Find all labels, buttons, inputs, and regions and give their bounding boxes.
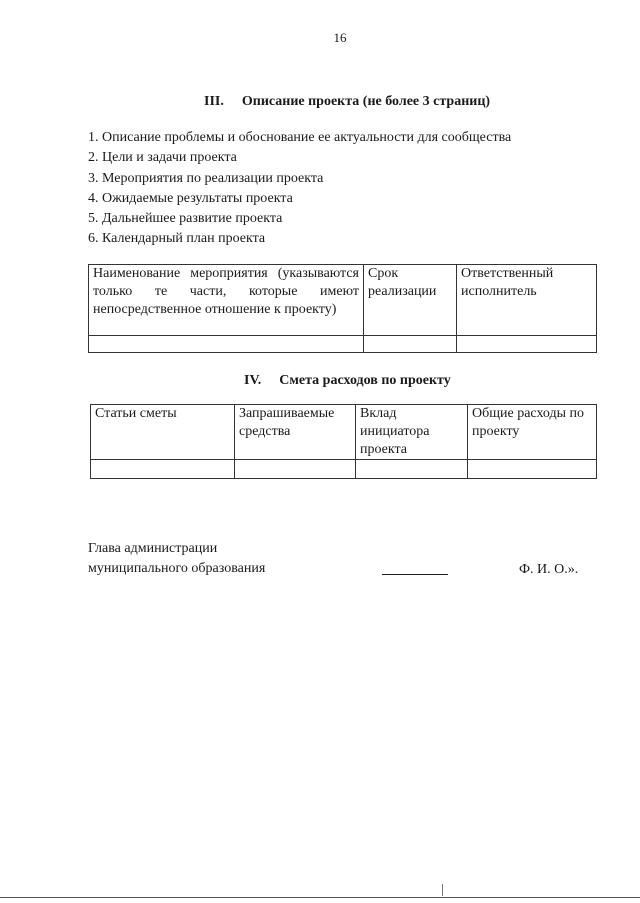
responsible-header: Ответственный исполнитель — [457, 265, 597, 336]
list-item: 4. Ожидаемые результаты проекта — [88, 190, 293, 206]
table-row — [91, 460, 597, 479]
empty-cell — [468, 460, 597, 479]
list-item: 2. Цели и задачи проекта — [88, 150, 237, 166]
initiator-contribution-header: Вклад инициатора проекта — [356, 405, 468, 460]
list-item: 5. Дальнейшее развитие проекта — [88, 211, 283, 227]
empty-cell — [235, 460, 356, 479]
section-3-title: Описание проекта (не более 3 страниц) — [241, 94, 491, 109]
total-expenses-header: Общие расходы по проекту — [468, 405, 597, 460]
section-3-number: III. — [204, 94, 224, 109]
budget-items-header: Статьи сметы — [91, 405, 235, 460]
budget-table — [90, 404, 597, 479]
table-row — [89, 336, 597, 353]
section-4-number: IV. — [244, 373, 262, 388]
empty-cell — [457, 336, 597, 353]
section-3-heading — [204, 94, 490, 110]
project-description-list — [88, 128, 511, 250]
signatory-title-line-1: Глава администрации — [88, 541, 218, 556]
calendar-plan-table — [88, 264, 597, 353]
requested-funds-header: Запрашиваемые средства — [235, 405, 356, 460]
table-header-row — [89, 265, 597, 336]
deadline-header: Срок реализации — [364, 265, 457, 336]
list-item: 6. Календарный план проекта — [88, 231, 266, 247]
scan-artifact-mark — [442, 884, 443, 896]
list-item: 1. Описание проблемы и обоснование ее актуальности для сообщества — [88, 130, 512, 145]
signatory-name-placeholder: Ф. И. О.». — [519, 562, 579, 577]
section-4-title: Смета расходов по проекту — [279, 373, 451, 388]
empty-cell — [356, 460, 468, 479]
signatory-title-line-2: муниципального образования — [88, 561, 266, 576]
section-4-heading — [244, 373, 451, 389]
empty-cell — [91, 460, 235, 479]
empty-cell — [89, 336, 364, 353]
page-number: 16 — [333, 30, 347, 45]
empty-cell — [364, 336, 457, 353]
signature-line — [382, 574, 448, 575]
list-item: 3. Мероприятия по реализации проекта — [88, 170, 324, 186]
table-header-row — [91, 405, 597, 460]
event-name-header: Наименование мероприятия (указываются только те части, которые имеют непосредственное отношение к проекту) — [89, 265, 364, 336]
page-bottom-edge — [0, 897, 640, 898]
